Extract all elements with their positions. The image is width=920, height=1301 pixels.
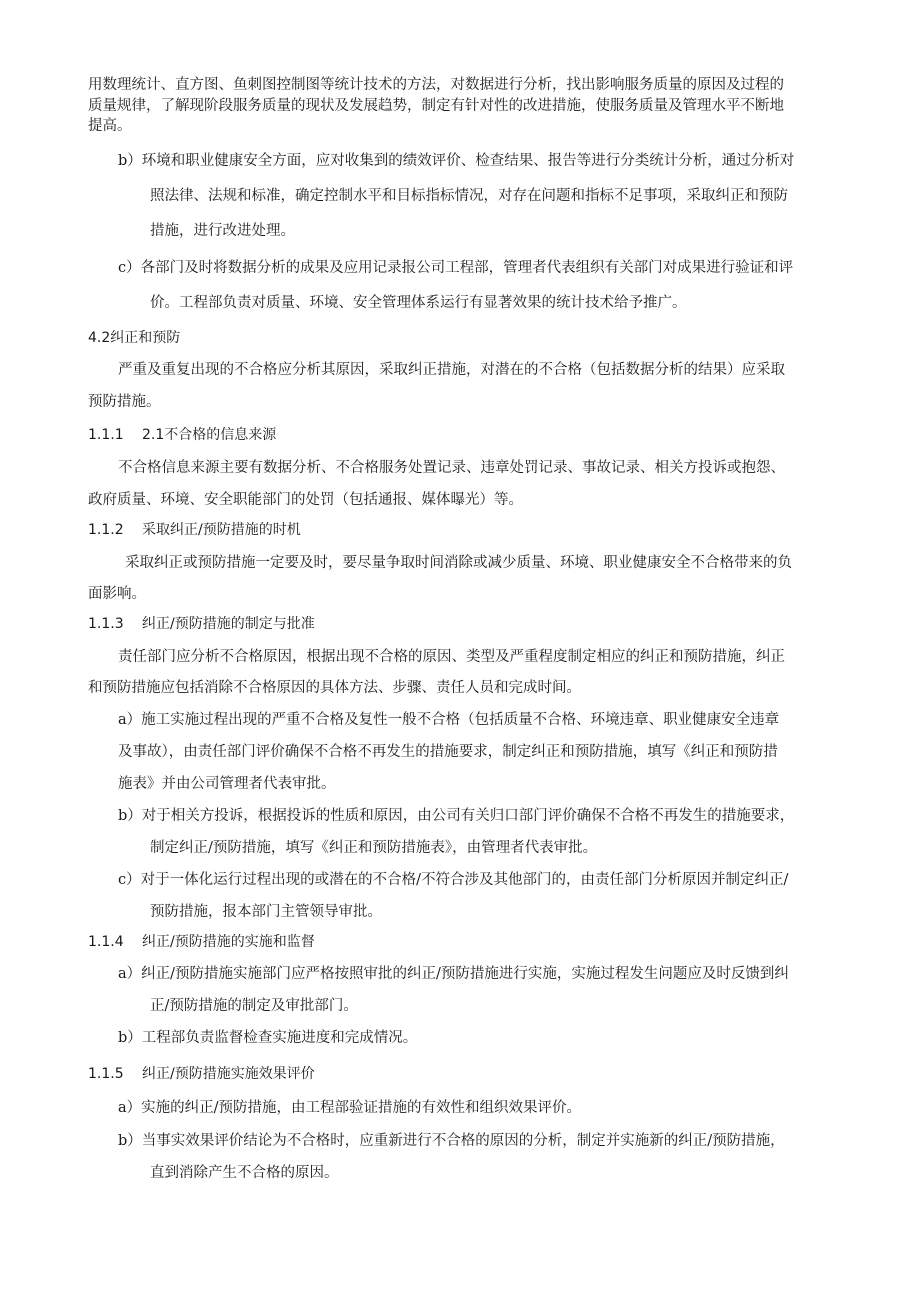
text-line: 责任部门应分析不合格原因，根据出现不合格的原因、类型及严重程度制定相应的纠正和预防措施，纠正 <box>118 649 785 665</box>
text-line: 提高。 <box>88 118 132 134</box>
text-line: c）各部门及时将数据分析的成果及应用记录报公司工程部，管理者代表组织有关部门对成果进行验证和评 <box>118 260 794 276</box>
text-line: 照法律、法规和标准，确定控制水平和目标指标情况，对存在问题和指标不足事项，采取纠正和预防 <box>150 188 788 204</box>
text-line: 制定纠正/预防措施，填写《纠正和预防措施表》，由管理者代表审批。 <box>150 840 598 856</box>
text-line: 措施，进行改进处理。 <box>150 223 295 239</box>
text-line: 预防措施。 <box>88 394 161 410</box>
text-line: a）实施的纠正/预防措施，由工程部验证措施的有效性和组织效果评价。 <box>118 1100 582 1116</box>
text-line: 及事故），由责任部门评价确保不合格不再发生的措施要求，制定纠正和预防措施，填写《纠正和预防措 <box>118 744 778 760</box>
text-line: 直到消除产生不合格的原因。 <box>150 1165 339 1181</box>
text-line: b）工程部负责监督检查实施进度和完成情况。 <box>118 1030 418 1046</box>
text-line: 严重及重复出现的不合格应分析其原因，采取纠正措施，对潜在的不合格（包括数据分析的结果）应采取 <box>118 362 785 378</box>
text-line: b）对于相关方投诉，根据投诉的性质和原因，由公司有关归口部门评价确保不合格不再发生的措施要求， <box>118 808 795 824</box>
text-line: b）环境和职业健康安全方面，应对收集到的绩效评价、检查结果、报告等进行分类统计分析，通过分析对 <box>118 153 795 169</box>
section-heading <box>88 522 301 539</box>
section-title: 纠正/预防措施的制定与批准 <box>142 616 315 632</box>
text-line: 面影响。 <box>88 586 146 602</box>
text-line: 价。工程部负责对质量、环境、安全管理体系运行有显著效果的统计技术给予推广。 <box>150 295 687 311</box>
text-line: 采取纠正或预防措施一定要及时，要尽量争取时间消除或减少质量、环境、职业健康安全不合格带来的负 <box>125 555 792 571</box>
section-number: 1.1.1 <box>88 427 124 443</box>
text-line: 政府质量、环境、安全职能部门的处罚（包括通报、媒体曝光）等。 <box>88 492 523 508</box>
text-line: 和预防措施应包括消除不合格原因的具体方法、步骤、责任人员和完成时间。 <box>88 680 581 696</box>
text-line: b）当事实效果评价结论为不合格时，应重新进行不合格的原因的分析，制定并实施新的纠正/预防措施， <box>118 1133 785 1149</box>
section-title: 纠正/预防措施实施效果评价 <box>142 1066 315 1082</box>
section-heading <box>88 934 315 951</box>
section-heading <box>88 616 315 633</box>
section-number: 1.1.2 <box>88 522 124 538</box>
text-line: 用数理统计、直方图、鱼刺图控制图等统计技术的方法，对数据进行分析，找出影响服务质量的原因及过程的 <box>88 77 784 93</box>
section-number: 1.1.5 <box>88 1066 124 1082</box>
text-line: a）施工实施过程出现的严重不合格及复性一般不合格（包括质量不合格、环境违章、职业健康安全违章 <box>118 712 780 728</box>
text-line: 质量规律，了解现阶段服务质量的现状及发展趋势，制定有针对性的改进措施，使服务质量及管理水平不断地 <box>88 98 784 114</box>
section-number: 1.1.4 <box>88 934 124 950</box>
text-line: a）纠正/预防措施实施部门应严格按照审批的纠正/预防措施进行实施，实施过程发生问题应及时反馈到纠 <box>118 966 789 982</box>
text-line: 预防措施，报本部门主管领导审批。 <box>150 904 382 920</box>
section-number: 1.1.3 <box>88 616 124 632</box>
section-title: 采取纠正/预防措施的时机 <box>142 522 301 538</box>
section-heading <box>88 427 276 444</box>
section-title: 2.1不合格的信息来源 <box>142 427 277 443</box>
text-line: 不合格信息来源主要有数据分析、不合格服务处置记录、违章处罚记录、事故记录、相关方投诉或抱怨、 <box>118 460 785 476</box>
section-heading <box>88 1066 315 1083</box>
section-heading: 4.2纠正和预防 <box>88 330 181 346</box>
text-line: c）对于一体化运行过程出现的或潜在的不合格/不符合涉及其他部门的，由责任部门分析原因并制定纠正/ <box>118 872 789 888</box>
section-title: 纠正/预防措施的实施和监督 <box>142 934 315 950</box>
text-line: 正/预防措施的制定及审批部门。 <box>150 998 358 1014</box>
text-line: 施表》并由公司管理者代表审批。 <box>118 776 336 792</box>
